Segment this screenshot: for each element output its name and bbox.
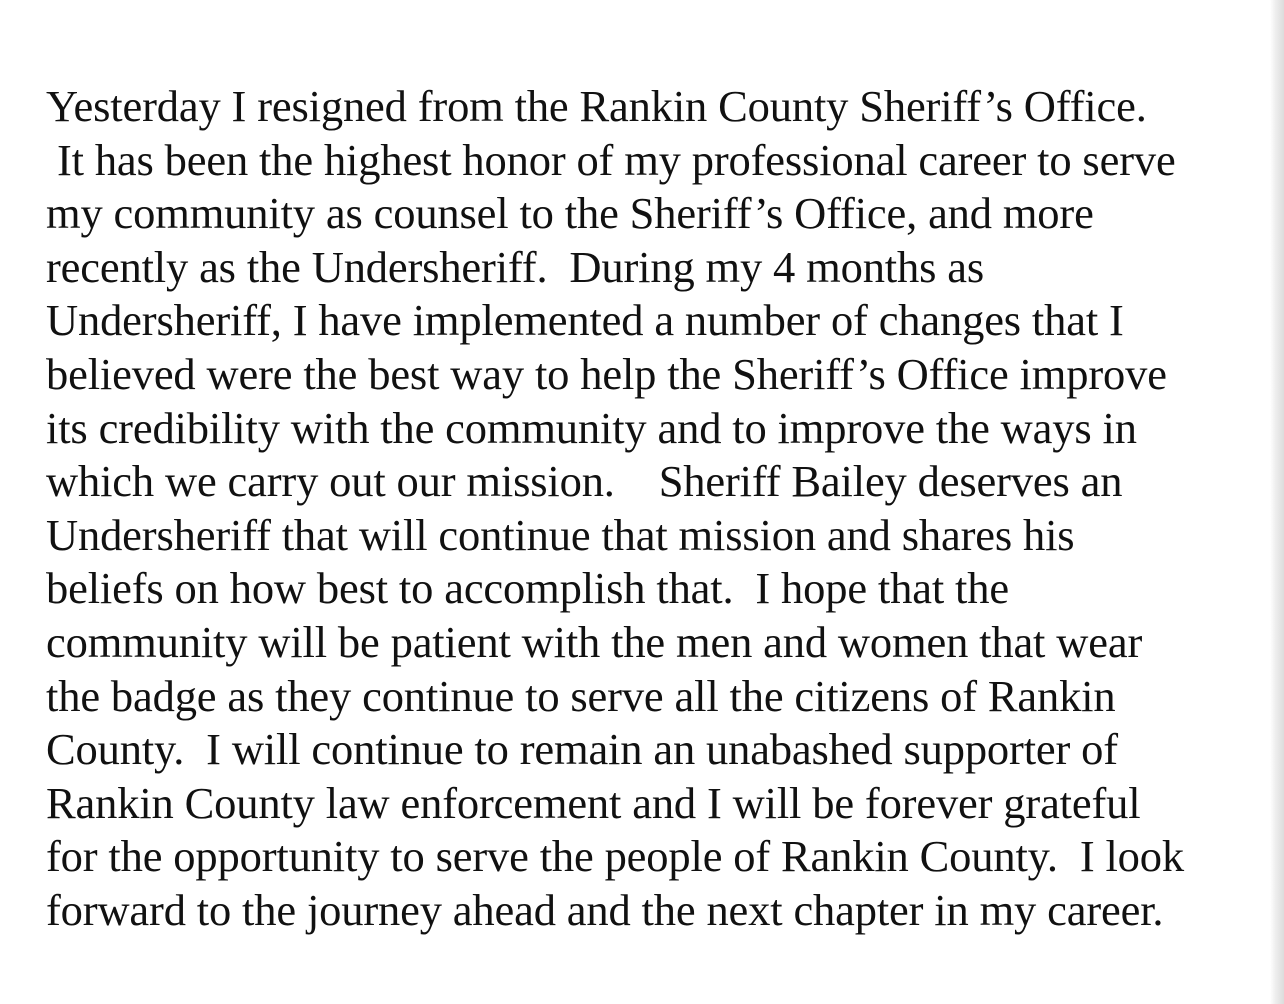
statement-line: Undersheriff, I have implemented a number of changes that I <box>46 295 1124 346</box>
page-edge-shadow <box>1270 0 1284 1004</box>
statement-line: Yesterday I resigned from the Rankin County Sheriff’s Office. <box>46 81 1147 131</box>
resignation-statement <box>46 80 1261 938</box>
statement-line: for the opportunity to serve the people of Rankin County. I look <box>46 831 1184 882</box>
statement-line: forward to the journey ahead and the next chapter in my career. <box>46 884 1164 935</box>
statement-line: recently as the Undersheriff. During my 4 months as <box>46 241 985 292</box>
statement-line: which we carry out our mission. Sheriff Bailey deserves an <box>46 456 1123 507</box>
statement-line: believed were the best way to help the Sheriff’s Office improve <box>46 348 1167 399</box>
statement-line: It has been the highest honor of my professional career to serve <box>46 134 1176 185</box>
statement-line: Undersheriff that will continue that mission and shares his <box>46 509 1075 560</box>
statement-line: its credibility with the community and to improve the ways in <box>46 402 1137 453</box>
statement-line: beliefs on how best to accomplish that. I hope that the <box>46 563 1009 614</box>
statement-line: Rankin County law enforcement and I will be forever grateful <box>46 777 1141 828</box>
statement-line: community will be patient with the men and women that wear <box>46 616 1143 667</box>
statement-line: my community as counsel to the Sheriff’s Office, and more <box>46 188 1094 239</box>
statement-line: the badge as they continue to serve all the citizens of Rankin <box>46 670 1116 721</box>
statement-line: County. I will continue to remain an unabashed supporter of <box>46 724 1118 775</box>
